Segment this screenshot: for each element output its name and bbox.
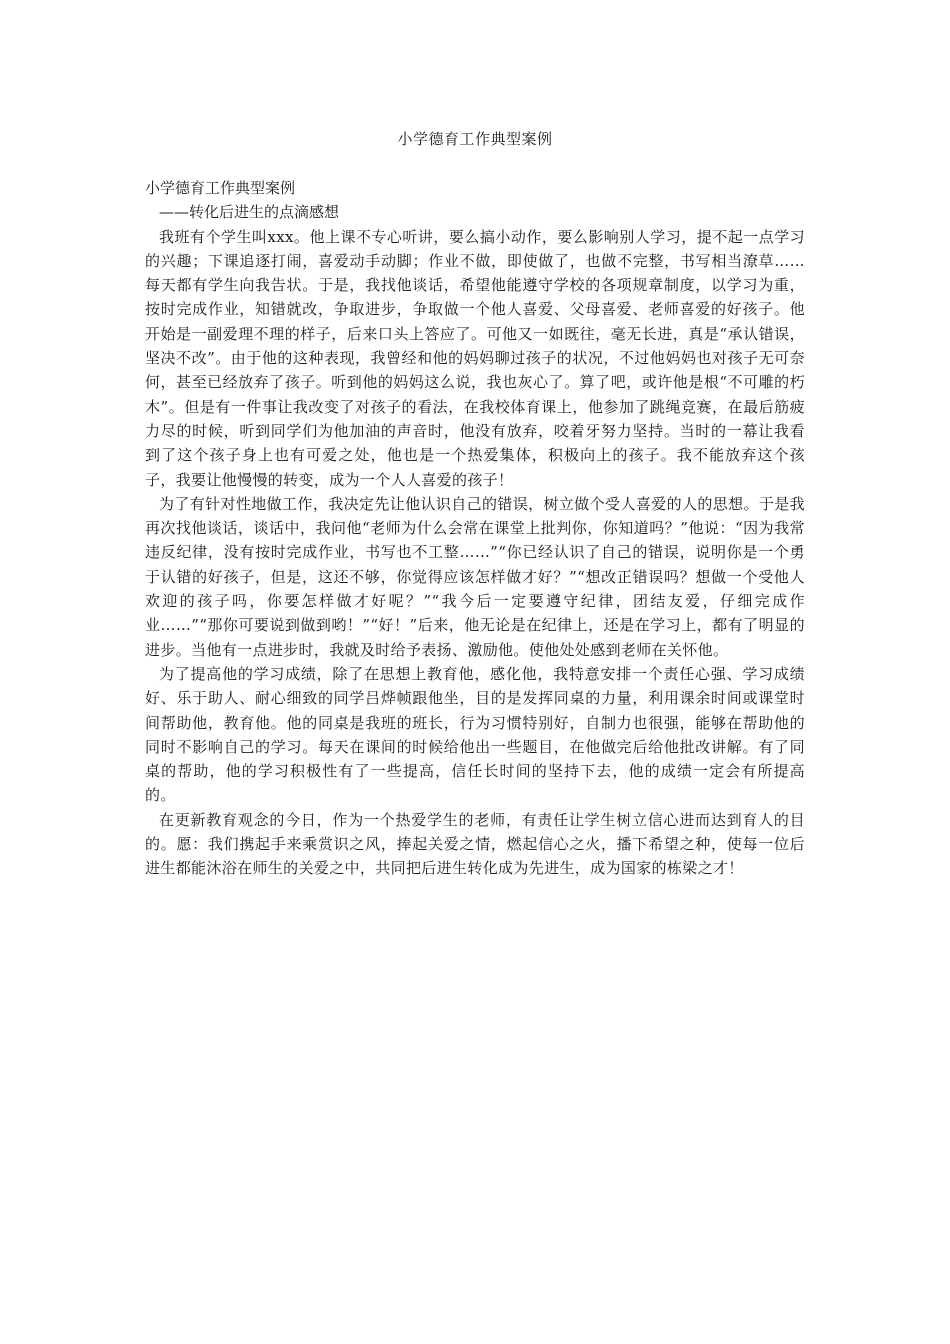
document-body [145,176,805,881]
paragraph-2: 为了有针对性地做工作，我决定先让他认识自己的错误，树立做个受人喜爱的人的思想。于是我再次找他谈话，谈话中，我问他“老师为什么会常在课堂上批判你，你知道吗？”他说：“因为我常违反纪律，没有按时完成作业，书写也不工整……”“你已经认识了自己的错误，说明你是一个勇于认错的好孩子，但是，这还不够，你觉得应该怎样做才好？”“想改正错误吗？想做一个受他人欢迎的孩子吗，你要怎样做才好呢？”“我今后一定要遵守纪律，团结友爱，仔细完成作业……”“那你可要说到做到哟！”“好！”后来，他无论是在纪律上，还是在学习上，都有了明显的进步。当他有一点进步时，我就及时给予表扬、激励他。使他处处感到老师在关怀他。 [145,494,805,659]
paragraph-3: 为了提高他的学习成绩，除了在思想上教育他，感化他，我特意安排一个责任心强、学习成绩好、乐于助人、耐心细致的同学吕烨帧跟他坐，目的是发挥同桌的力量，利用课余时间或课堂时间帮助他，教育他。他的同桌是我班的班长，行为习惯特别好，自制力也很强，能够在帮助他的同时不影响自己的学习。每天在课间的时候给他出一些题目，在他做完后给他批改讲解。有了同桌的帮助，他的学习积极性有了一些提高，信任长时间的坚持下去，他的成绩一定会有所提高的。 [145,664,805,805]
paragraph-1: 我班有个学生叫xxx。他上课不专心听讲，要么搞小动作，要么影响别人学习，提不起一点学习的兴趣；下课追逐打闹，喜爱动手动脚；作业不做，即使做了，也做不完整，书写相当潦草……每天都有学生向我告状。于是，我找他谈话，希望他能遵守学校的各项规章制度，以学习为重，按时完成作业，知错就改，争取进步，争取做一个他人喜爱、父母喜爱、老师喜爱的好孩子。他开始是一副爱理不理的样子，后来口头上答应了。可他又一如既往，毫无长进，真是“承认错误，坚决不改”。由于他的这种表现，我曾经和他的妈妈聊过孩子的状况，不过他妈妈也对孩子无可奈何，甚至已经放弃了孩子。听到他的妈妈这么说，我也灰心了。算了吧，或许他是根“不可雕的朽木”。但是有一件事让我改变了对孩子的看法，在我校体育课上，他参加了跳绳竞赛，在最后筋疲力尽的时候，听到同学们为他加油的声音时，他没有放弃，咬着牙努力坚持。当时的一幕让我看到了这个孩子身上也有可爱之处，他也是一个热爱集体，积极向上的孩子。我不能放弃这个孩子，我要让他慢慢的转变，成为一个人人喜爱的孩子！ [145,227,805,489]
article-heading: 小学德育工作典型案例 [145,179,296,197]
page-title: 小学德育工作典型案例 [397,130,553,148]
article-subtitle: ——转化后进生的点滴感想 [159,203,340,222]
paragraph-4: 在更新教育观念的今日，作为一个热爱学生的老师，有责任让学生树立信心进而达到育人的目的。愿：我们携起手来乘赏识之风，捧起关爱之情，燃起信心之火，播下希望之种，使每一位后进生都能沐浴在师生的关爱之中，共同把后进生转化成为先进生，成为国家的栋梁之才！ [145,810,805,878]
